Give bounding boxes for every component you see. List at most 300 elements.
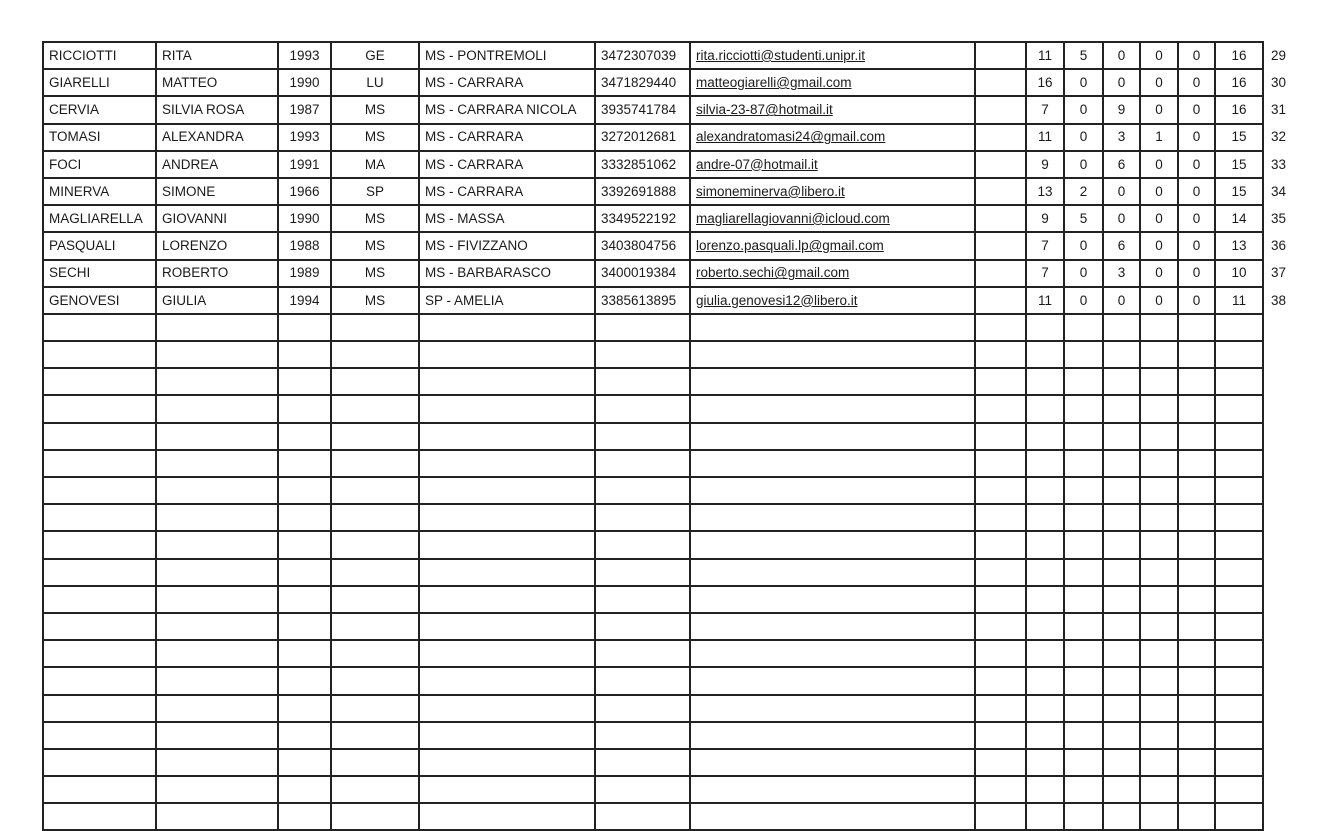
empty-table-row [43,667,1303,694]
cell-total [1215,749,1263,776]
row-number [1263,722,1303,749]
table-row [43,260,1303,287]
cell-first-name [156,613,278,640]
cell-surname: TOMASI [43,124,156,151]
empty-table-row [43,450,1303,477]
cell-email [690,69,975,96]
cell-n3 [1103,314,1140,341]
cell-n4 [1140,368,1178,395]
cell-email [690,613,975,640]
cell-n5: 0 [1178,260,1215,287]
cell-first-name: SILVIA ROSA [156,96,278,123]
cell-total: 10 [1215,260,1263,287]
cell-total [1215,450,1263,477]
cell-location: MS - MASSA [419,205,595,232]
cell-n5: 0 [1178,178,1215,205]
cell-n1 [1026,722,1064,749]
cell-province [331,586,419,613]
cell-year [278,586,331,613]
cell-location [419,559,595,586]
cell-province: LU [331,69,419,96]
cell-n5 [1178,314,1215,341]
cell-location [419,504,595,531]
cell-surname: GIARELLI [43,69,156,96]
cell-n4 [1140,314,1178,341]
empty-table-row [43,395,1303,422]
row-number: 36 [1271,238,1287,254]
cell-year [278,749,331,776]
cell-total [1215,341,1263,368]
cell-blank [975,287,1026,314]
scan-page [42,41,1304,831]
cell-year: 1987 [278,96,331,123]
cell-first-name: SIMONE [156,178,278,205]
cell-year [278,531,331,558]
cell-first-name [156,477,278,504]
cell-n1 [1026,695,1064,722]
row-number [1263,749,1303,776]
cell-phone [595,586,690,613]
email-link: roberto.sechi@gmail.com [696,265,850,281]
cell-n4: 0 [1140,96,1178,123]
cell-n1: 11 [1026,124,1064,151]
cell-location [419,640,595,667]
cell-n2 [1064,450,1103,477]
table-row [43,205,1303,232]
cell-n2: 0 [1064,260,1103,287]
cell-blank [975,640,1026,667]
cell-n2: 5 [1064,205,1103,232]
table-row [43,124,1303,151]
cell-surname: GENOVESI [43,287,156,314]
cell-n1 [1026,341,1064,368]
empty-table-row [43,504,1303,531]
cell-year [278,613,331,640]
cell-first-name [156,504,278,531]
row-number: 32 [1271,129,1287,145]
cell-year [278,314,331,341]
cell-blank [975,96,1026,123]
cell-year [278,722,331,749]
email-link: magliarellagiovanni@icloud.com [696,210,890,226]
row-number [1263,640,1303,667]
cell-n1 [1026,613,1064,640]
cell-year [278,477,331,504]
cell-province [331,776,419,803]
cell-first-name: MATTEO [156,69,278,96]
cell-n5: 0 [1178,124,1215,151]
cell-n1: 7 [1026,96,1064,123]
cell-email [690,205,975,232]
cell-email [690,586,975,613]
cell-phone [595,640,690,667]
empty-table-row [43,749,1303,776]
cell-n5 [1178,395,1215,422]
cell-surname: MAGLIARELLA [43,205,156,232]
cell-n4: 0 [1140,178,1178,205]
cell-email [690,96,975,123]
cell-blank [975,42,1026,69]
cell-n3: 0 [1103,69,1140,96]
cell-province [331,559,419,586]
cell-surname [43,531,156,558]
cell-n5: 0 [1178,205,1215,232]
cell-total: 11 [1215,287,1263,314]
cell-location [419,395,595,422]
cell-phone [595,504,690,531]
table-row [43,232,1303,259]
cell-blank [975,722,1026,749]
cell-n3: 3 [1103,124,1140,151]
cell-surname [43,776,156,803]
cell-first-name: ROBERTO [156,260,278,287]
cell-n2 [1064,395,1103,422]
cell-year: 1990 [278,205,331,232]
cell-phone [595,559,690,586]
cell-surname: PASQUALI [43,232,156,259]
cell-n2: 0 [1064,232,1103,259]
cell-n5 [1178,504,1215,531]
cell-n4: 0 [1140,260,1178,287]
cell-province: MS [331,232,419,259]
cell-n3 [1103,368,1140,395]
cell-year [278,640,331,667]
cell-province [331,395,419,422]
cell-n4: 0 [1140,42,1178,69]
cell-first-name [156,776,278,803]
cell-n3 [1103,749,1140,776]
cell-n3 [1103,586,1140,613]
cell-blank [975,124,1026,151]
cell-surname [43,341,156,368]
cell-location: MS - CARRARA [419,69,595,96]
cell-first-name: RITA [156,42,278,69]
cell-phone [595,450,690,477]
table-row [43,69,1303,96]
cell-email [690,722,975,749]
cell-n4 [1140,477,1178,504]
cell-total [1215,504,1263,531]
cell-first-name [156,586,278,613]
cell-n2 [1064,504,1103,531]
cell-email [690,341,975,368]
cell-first-name [156,749,278,776]
cell-n5: 0 [1178,69,1215,96]
cell-n1 [1026,477,1064,504]
cell-location: MS - PONTREMOLI [419,42,595,69]
cell-province [331,640,419,667]
cell-location: MS - CARRARA NICOLA [419,96,595,123]
email-link: silvia-23-87@hotmail.it [696,102,833,118]
cell-total: 14 [1215,205,1263,232]
cell-n1 [1026,395,1064,422]
cell-n5 [1178,695,1215,722]
email-link: rita.ricciotti@studenti.unipr.it [696,47,866,63]
cell-location: MS - FIVIZZANO [419,232,595,259]
cell-surname: SECHI [43,260,156,287]
empty-table-row [43,341,1303,368]
cell-blank [975,395,1026,422]
cell-n2 [1064,586,1103,613]
cell-email [690,504,975,531]
cell-n2 [1064,314,1103,341]
cell-surname [43,314,156,341]
cell-email [690,667,975,694]
cell-n3: 0 [1103,287,1140,314]
cell-n3 [1103,341,1140,368]
cell-location [419,450,595,477]
cell-total [1215,477,1263,504]
row-number [1263,531,1303,558]
cell-n5: 0 [1178,151,1215,178]
cell-n2: 0 [1064,69,1103,96]
empty-table-row [43,695,1303,722]
cell-n3 [1103,504,1140,531]
cell-year: 1990 [278,69,331,96]
email-link: giulia.genovesi12@libero.it [696,292,858,308]
cell-n1: 11 [1026,287,1064,314]
cell-first-name [156,667,278,694]
cell-n2 [1064,559,1103,586]
cell-email [690,368,975,395]
cell-first-name [156,640,278,667]
cell-blank [975,450,1026,477]
cell-n2 [1064,776,1103,803]
cell-email [690,178,975,205]
cell-n1: 7 [1026,260,1064,287]
cell-surname [43,423,156,450]
cell-total [1215,559,1263,586]
empty-table-row [43,423,1303,450]
cell-total [1215,640,1263,667]
cell-email [690,287,975,314]
cell-email [690,450,975,477]
cell-n3 [1103,477,1140,504]
cell-n4 [1140,531,1178,558]
cell-n4 [1140,504,1178,531]
cell-province [331,667,419,694]
cell-first-name: LORENZO [156,232,278,259]
cell-blank [975,613,1026,640]
cell-blank [975,178,1026,205]
cell-phone: 3349522192 [595,205,690,232]
cell-location [419,477,595,504]
cell-location: MS - CARRARA [419,178,595,205]
cell-n2: 0 [1064,287,1103,314]
cell-surname [43,477,156,504]
cell-total [1215,423,1263,450]
cell-n1 [1026,559,1064,586]
cell-n2: 5 [1064,42,1103,69]
cell-n5 [1178,749,1215,776]
row-number: 33 [1271,156,1287,172]
cell-email [690,477,975,504]
cell-year: 1993 [278,42,331,69]
cell-n4 [1140,450,1178,477]
cell-n1 [1026,586,1064,613]
cell-n4: 0 [1140,287,1178,314]
cell-total: 16 [1215,69,1263,96]
cell-total [1215,667,1263,694]
cell-first-name [156,531,278,558]
row-number [1263,314,1303,341]
cell-province [331,368,419,395]
cell-n2 [1064,341,1103,368]
row-number: 29 [1271,47,1287,63]
cell-n5 [1178,559,1215,586]
cell-n2: 0 [1064,96,1103,123]
cell-year [278,695,331,722]
cell-surname [43,559,156,586]
row-number [1263,613,1303,640]
cell-first-name [156,423,278,450]
cell-first-name [156,722,278,749]
cell-province: MS [331,205,419,232]
cell-first-name: GIOVANNI [156,205,278,232]
cell-n5 [1178,586,1215,613]
empty-table-row [43,368,1303,395]
cell-blank [975,151,1026,178]
cell-year: 1991 [278,151,331,178]
cell-surname [43,395,156,422]
cell-email [690,42,975,69]
row-number [1263,423,1303,450]
cell-year [278,776,331,803]
cell-phone [595,722,690,749]
cell-location: MS - BARBARASCO [419,260,595,287]
cell-n3 [1103,423,1140,450]
cell-province: MS [331,287,419,314]
cell-n5 [1178,722,1215,749]
cell-n3 [1103,395,1140,422]
cell-n1: 7 [1026,232,1064,259]
cell-n5 [1178,423,1215,450]
cell-location [419,613,595,640]
cell-email [690,695,975,722]
cell-year [278,450,331,477]
row-number [1263,776,1303,803]
table-row [43,42,1303,69]
cell-year: 1966 [278,178,331,205]
cell-n4 [1140,749,1178,776]
cell-n5 [1178,667,1215,694]
cell-n3 [1103,640,1140,667]
cell-blank [975,667,1026,694]
cell-n4 [1140,559,1178,586]
cell-n1 [1026,749,1064,776]
cell-year: 1993 [278,124,331,151]
cell-blank [975,559,1026,586]
cell-first-name [156,695,278,722]
cell-n3 [1103,559,1140,586]
cell-province [331,341,419,368]
cell-surname: MINERVA [43,178,156,205]
cell-first-name [156,314,278,341]
cell-email [690,749,975,776]
cell-n4 [1140,667,1178,694]
cell-phone [595,395,690,422]
cell-first-name: ALEXANDRA [156,124,278,151]
cell-phone: 3403804756 [595,232,690,259]
cell-total [1215,776,1263,803]
cell-email [690,314,975,341]
cell-province [331,477,419,504]
cell-year [278,341,331,368]
cell-blank [975,695,1026,722]
cell-location [419,749,595,776]
cell-n5 [1178,450,1215,477]
cell-phone [595,776,690,803]
row-number: 38 [1271,292,1287,308]
cell-province [331,531,419,558]
cell-n2: 0 [1064,124,1103,151]
cell-blank [975,368,1026,395]
cell-n4 [1140,776,1178,803]
cell-email [690,124,975,151]
cell-n3: 6 [1103,232,1140,259]
cell-province: MS [331,124,419,151]
cell-n4 [1140,423,1178,450]
cell-n5 [1178,531,1215,558]
cell-first-name [156,559,278,586]
cell-surname [43,504,156,531]
cell-province [331,722,419,749]
cell-year: 1988 [278,232,331,259]
cell-surname [43,749,156,776]
cell-total [1215,722,1263,749]
cell-n2 [1064,749,1103,776]
cell-phone: 3272012681 [595,124,690,151]
row-number: 30 [1271,75,1287,91]
cell-surname [43,722,156,749]
cell-year [278,667,331,694]
cell-n1 [1026,640,1064,667]
cell-n4 [1140,722,1178,749]
cell-n3 [1103,667,1140,694]
table-row [43,287,1303,314]
email-link: simoneminerva@libero.it [696,183,845,199]
row-number [1263,586,1303,613]
cell-blank [975,504,1026,531]
cell-location [419,314,595,341]
cell-phone [595,667,690,694]
cell-n5 [1178,368,1215,395]
cell-n1 [1026,314,1064,341]
cell-location [419,368,595,395]
cell-location: SP - AMELIA [419,287,595,314]
cell-n1: 9 [1026,151,1064,178]
email-link: matteogiarelli@gmail.com [696,75,852,91]
cell-phone [595,531,690,558]
cell-total [1215,395,1263,422]
row-number: 34 [1271,183,1287,199]
cell-phone [595,423,690,450]
cell-n1 [1026,368,1064,395]
cell-province [331,314,419,341]
table-row [43,96,1303,123]
cell-email [690,232,975,259]
empty-table-row [43,586,1303,613]
cell-blank [975,69,1026,96]
cell-location [419,722,595,749]
cell-n4 [1140,695,1178,722]
cell-n2 [1064,667,1103,694]
row-number: 31 [1271,102,1287,118]
cell-year: 1989 [278,260,331,287]
row-number [1263,450,1303,477]
cell-n3: 0 [1103,42,1140,69]
cell-total [1215,613,1263,640]
